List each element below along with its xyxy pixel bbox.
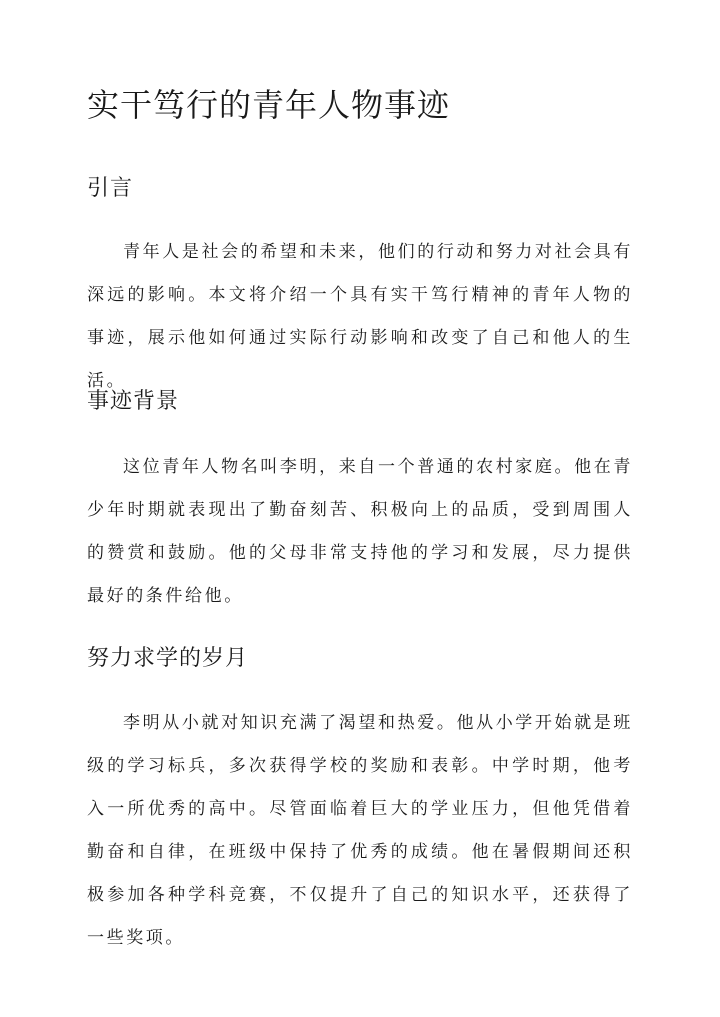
section-paragraph-introduction: 青年人是社会的希望和未来，他们的行动和努力对社会具有深远的影响。本文将介绍一个具有实干笃行精神的青年人物的事迹，展示他如何通过实际行动影响和改变了自己和他人的生活。 bbox=[87, 242, 633, 391]
document-title: 实干笃行的青年人物事迹 bbox=[87, 86, 451, 124]
section-heading-introduction: 引言 bbox=[87, 176, 134, 201]
section-heading-background: 事迹背景 bbox=[87, 389, 180, 414]
section-paragraph-study-years: 李明从小就对知识充满了渴望和热爱。他从小学开始就是班级的学习标兵，多次获得学校的奖励和表彰。中学时期，他考入一所优秀的高中。尽管面临着巨大的学业压力，但他凭借着勤奋和自律，在班级中保持了优秀的成绩。他在暑假期间还积极参加各种学科竞赛，不仅提升了自己的知识水平，还获得了一些奖项。 bbox=[87, 713, 633, 948]
section-heading-study-years: 努力求学的岁月 bbox=[87, 646, 249, 671]
section-paragraph-background: 这位青年人物名叫李明，来自一个普通的农村家庭。他在青少年时期就表现出了勤奋刻苦、积极向上的品质，受到周围人的赞赏和鼓励。他的父母非常支持他的学习和发展，尽力提供最好的条件给他。 bbox=[87, 457, 633, 606]
